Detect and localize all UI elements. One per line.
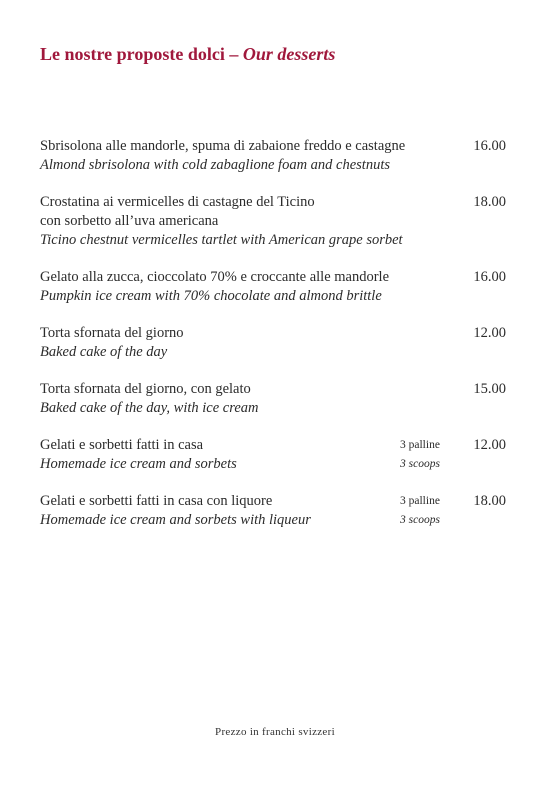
page-title <box>40 44 335 65</box>
portion-it: 3 palline <box>400 439 440 451</box>
item-portion <box>400 492 440 530</box>
item-name-en: Pumpkin ice cream with 70% chocolate and almond brittle <box>40 288 382 304</box>
item-portion <box>400 436 440 474</box>
menu-item <box>40 137 506 175</box>
item-name-en: Almond sbrisolona with cold zabaglione foam and chestnuts <box>40 157 391 173</box>
item-price: 18.00 <box>473 194 506 210</box>
item-name-it: Gelati e sorbetti fatti in casa con liquore <box>40 493 273 509</box>
item-name-it: Gelati e sorbetti fatti in casa <box>40 437 204 453</box>
menu-item <box>40 492 506 530</box>
dessert-menu <box>40 137 506 548</box>
currency-note: Prezzo in franchi svizzeri <box>215 726 335 738</box>
item-price: 18.00 <box>473 493 506 509</box>
item-name-it: Gelato alla zucca, cioccolato 70% e croccante alle mandorle <box>40 269 390 285</box>
item-price: 16.00 <box>473 138 506 154</box>
item-name-en: Ticino chestnut vermicelles tartlet with American grape sorbet <box>40 232 403 248</box>
item-name-it: Torta sfornata del giorno, con gelato <box>40 381 251 397</box>
title-english: Our desserts <box>242 44 336 64</box>
portion-en: 3 scoops <box>400 514 440 526</box>
portion-en: 3 scoops <box>400 458 440 470</box>
item-price: 16.00 <box>473 269 506 285</box>
item-price: 15.00 <box>473 381 506 397</box>
item-name-it: Sbrisolona alle mandorle, spuma di zabaione freddo e castagne <box>40 138 406 154</box>
item-name-en: Homemade ice cream and sorbets with liqueur <box>40 512 311 528</box>
item-name-en: Homemade ice cream and sorbets <box>40 456 237 472</box>
item-price: 12.00 <box>473 325 506 341</box>
menu-item <box>40 268 506 306</box>
portion-it: 3 palline <box>400 495 440 507</box>
menu-item <box>40 324 506 362</box>
menu-item <box>40 380 506 418</box>
item-name-it: Torta sfornata del giorno <box>40 325 184 341</box>
menu-item <box>40 436 506 474</box>
item-name-it: Crostatina ai vermicelles di castagne del Ticino <box>40 194 315 210</box>
item-price: 12.00 <box>473 437 506 453</box>
item-name-en: Baked cake of the day <box>40 344 168 360</box>
item-name-en: Baked cake of the day, with ice cream <box>40 400 259 416</box>
menu-item <box>40 193 506 250</box>
title-italian: Le nostre proposte dolci – <box>40 44 239 64</box>
item-name-it-cont: con sorbetto all’uva americana <box>40 213 219 229</box>
